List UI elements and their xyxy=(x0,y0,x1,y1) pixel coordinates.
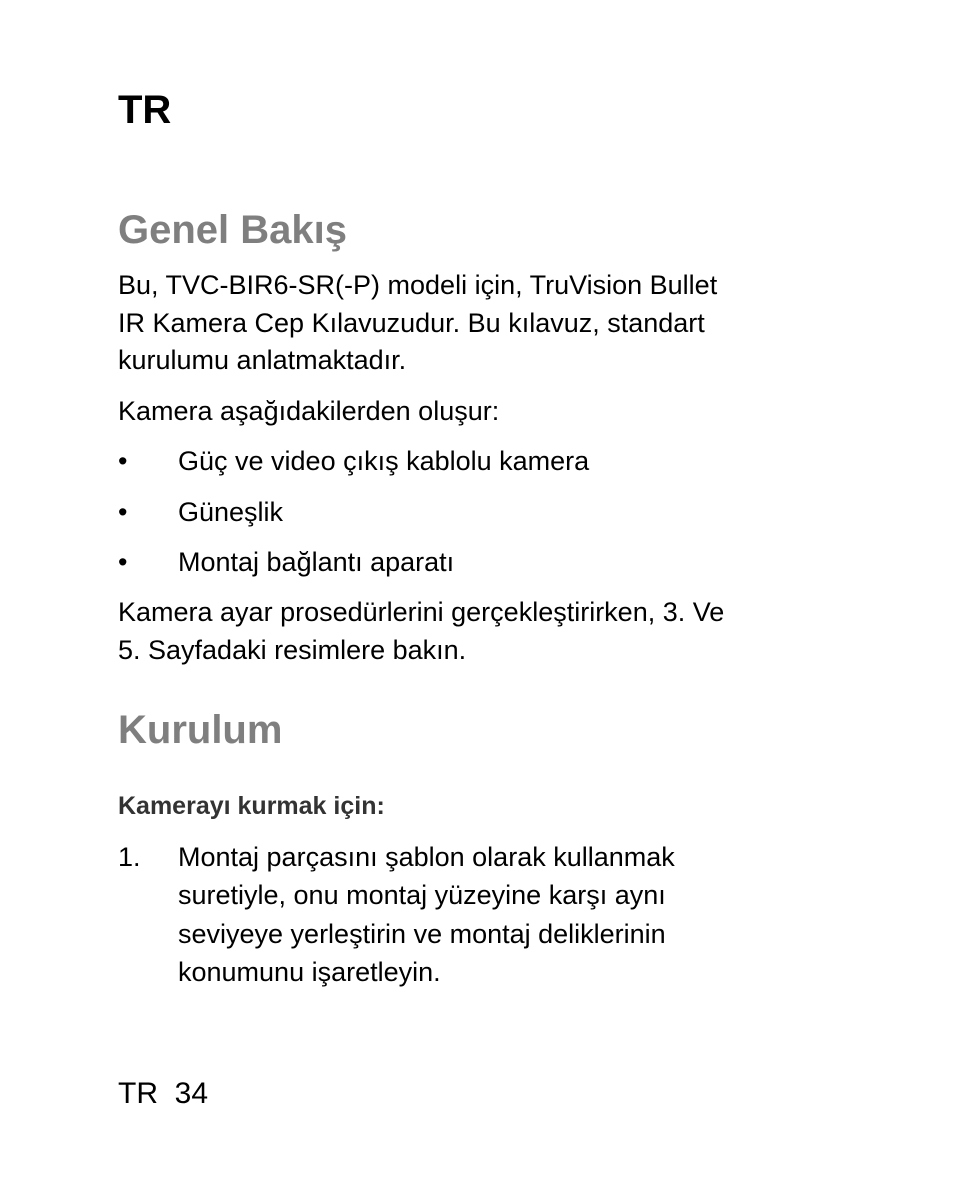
bullet-icon: • xyxy=(118,547,128,577)
reference-line: 5. Sayfadaki resimlere bakın. xyxy=(118,634,467,665)
language-code: TR xyxy=(118,88,172,132)
page-footer: TR 34 xyxy=(118,1077,209,1110)
overview-heading: Genel Bakış xyxy=(118,208,348,252)
reference-paragraph xyxy=(118,594,818,669)
intro-line: kurulumu anlatmaktadır. xyxy=(118,345,407,375)
bullet-icon: • xyxy=(118,497,128,527)
step-line: Montaj parçasını şablon olarak kullanmak xyxy=(178,842,675,872)
overview-intro-paragraph xyxy=(118,267,818,380)
step-number: 1. xyxy=(118,842,141,872)
list-item-text: Güç ve video çıkış kablolu kamera xyxy=(178,446,590,476)
installation-heading: Kurulum xyxy=(118,708,283,752)
step-line: seviyeye yerleştirin ve montaj deliklerinin xyxy=(178,918,666,949)
step-text xyxy=(178,838,778,991)
procedure-title: Kamerayı kurmak için: xyxy=(118,792,385,820)
intro-line: Bu, TVC-BIR6-SR(-P) modeli için, TruVision Bullet xyxy=(118,270,718,300)
contents-intro: Kamera aşağıdakilerden oluşur: xyxy=(118,396,500,426)
list-item-text: Montaj bağlantı aparatı xyxy=(178,547,455,577)
intro-line: IR Kamera Cep Kılavuzudur. Bu kılavuz, standart xyxy=(118,307,705,338)
reference-line: Kamera ayar prosedürlerini gerçekleştirirken, 3. Ve xyxy=(118,597,725,627)
step-line: konumunu işaretleyin. xyxy=(178,956,441,987)
step-line: suretiyle, onu montaj yüzeyine karşı aynı xyxy=(178,880,666,911)
list-item-text: Güneşlik xyxy=(178,497,284,527)
bullet-icon: • xyxy=(118,446,128,476)
